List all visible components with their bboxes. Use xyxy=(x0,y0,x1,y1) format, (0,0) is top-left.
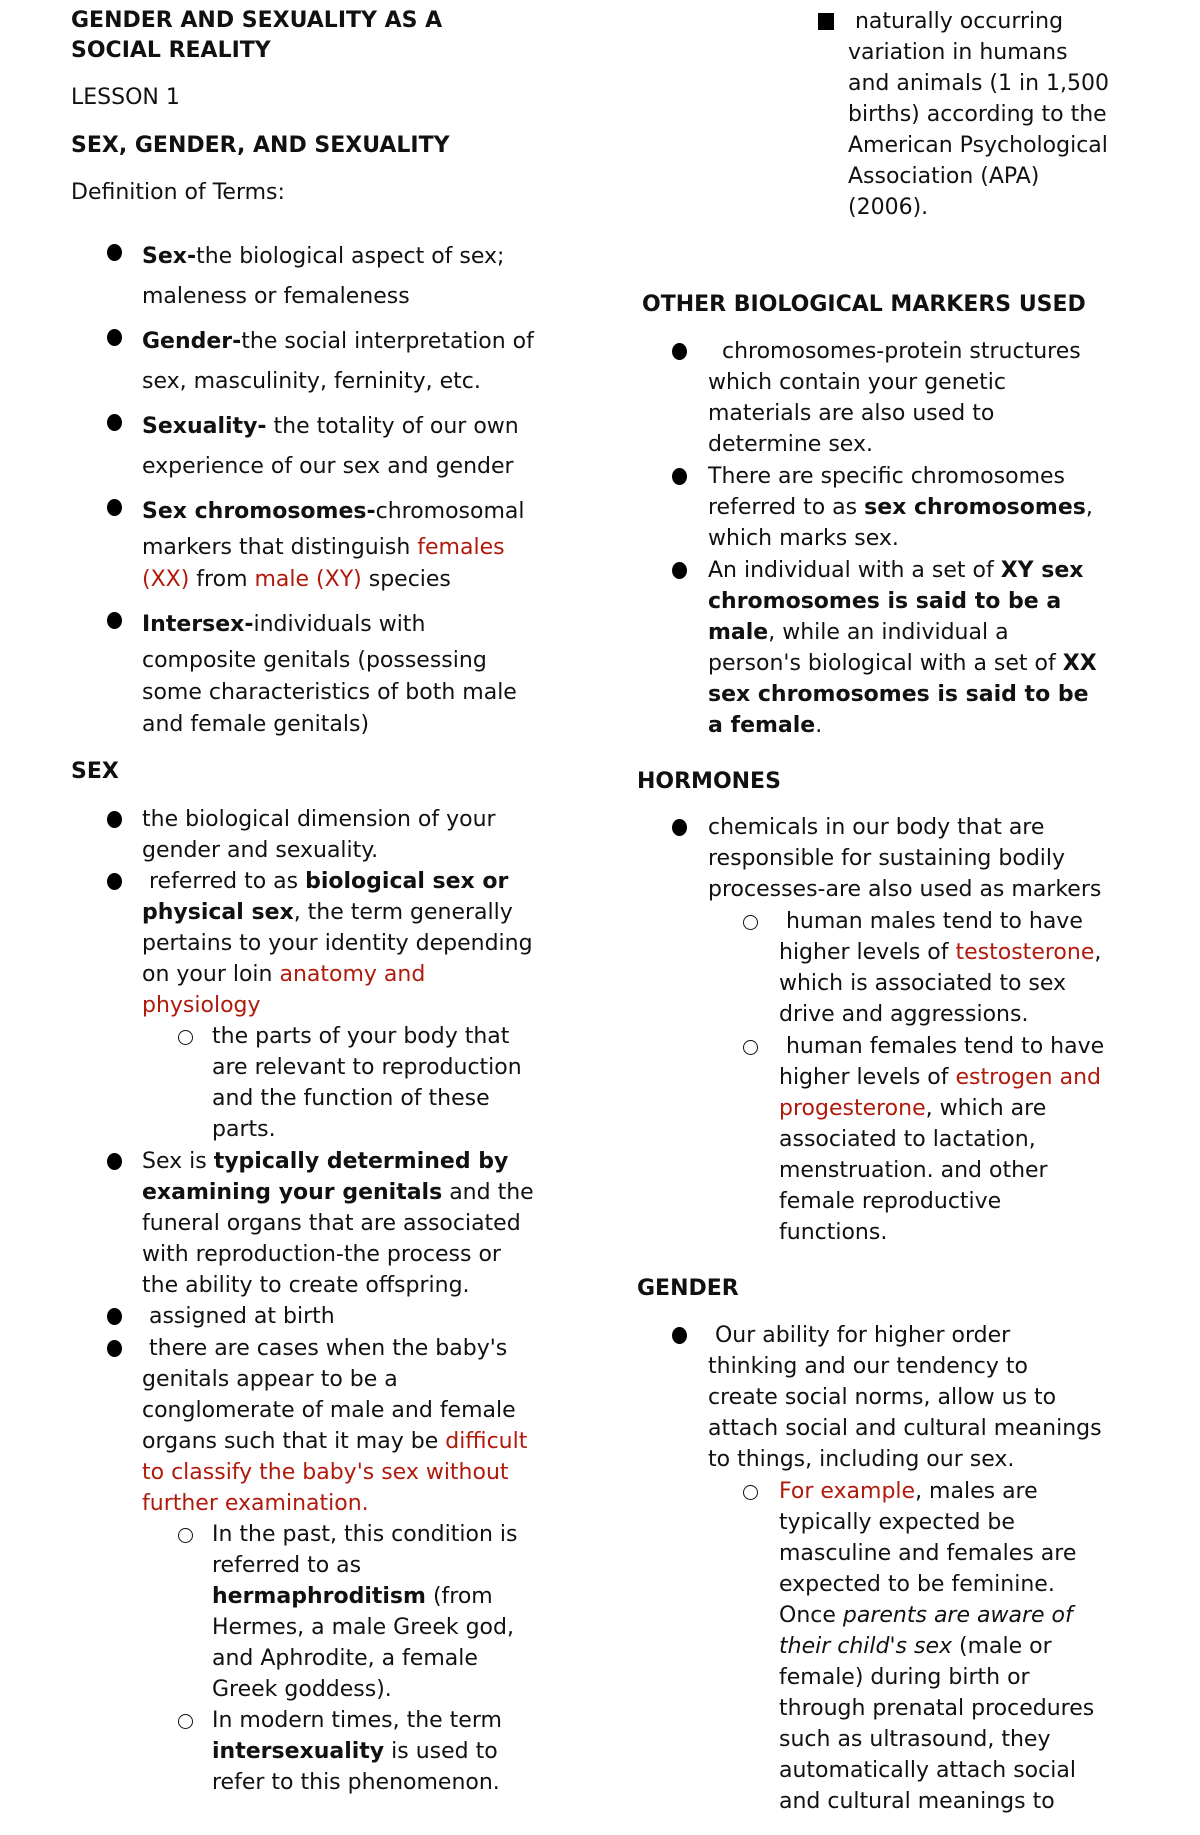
text-line xyxy=(142,897,533,928)
text-run: markers that distinguish xyxy=(142,535,418,560)
highlighted-text: anatomy and xyxy=(279,962,426,987)
text-run: (2006). xyxy=(848,195,929,220)
text-run: Hermes, a male Greek god, xyxy=(212,1615,514,1640)
bold-term: typically determined by xyxy=(213,1149,509,1174)
list-item-text xyxy=(708,336,1081,460)
filled-circle-bullet-icon xyxy=(107,1308,122,1325)
text-line xyxy=(708,1351,1102,1382)
hollow-circle-bullet-icon xyxy=(178,1030,193,1045)
list-item-text xyxy=(142,1301,335,1332)
list-item-text xyxy=(142,407,519,487)
text-line xyxy=(779,1693,1094,1724)
highlighted-text: For example xyxy=(779,1479,916,1504)
bold-term: intersexuality xyxy=(212,1739,385,1764)
bold-term: chromosomes is said to be a xyxy=(708,589,1062,614)
bold-term: hermaphroditism xyxy=(212,1584,426,1609)
text-run: parts. xyxy=(212,1117,276,1142)
text-line xyxy=(212,1705,502,1736)
text-line xyxy=(708,648,1097,679)
text-line xyxy=(708,336,1081,367)
text-run: births) according to the xyxy=(848,102,1107,127)
text-run: chromosomes-protein structures xyxy=(708,339,1081,364)
highlighted-text: physiology xyxy=(142,993,261,1018)
list-item-text xyxy=(142,237,504,317)
text-run: the social interpretation of xyxy=(241,329,534,354)
text-run: person's biological with a set of xyxy=(708,651,1063,676)
text-run: experience of our sex and gender xyxy=(142,454,514,479)
text-run: referred to as xyxy=(212,1553,362,1578)
text-run: drive and aggressions. xyxy=(779,1002,1029,1027)
bold-term: XY sex xyxy=(1000,558,1084,583)
text-run: chemicals in our body that are xyxy=(708,815,1045,840)
filled-circle-bullet-icon xyxy=(672,562,687,579)
text-line xyxy=(779,1662,1094,1693)
text-run: Once xyxy=(779,1603,843,1628)
gender-heading: GENDER xyxy=(637,1276,739,1301)
text-line xyxy=(708,1444,1102,1475)
document-title-line-2: SOCIAL REALITY xyxy=(71,38,271,63)
text-run: , xyxy=(1094,940,1102,965)
text-run: and cultural meanings to xyxy=(779,1789,1055,1814)
bold-term: XX xyxy=(1062,651,1097,676)
text-line xyxy=(779,1155,1104,1186)
text-line xyxy=(708,586,1097,617)
highlighted-text: testosterone xyxy=(955,940,1095,965)
text-line xyxy=(779,1786,1094,1817)
hollow-circle-bullet-icon xyxy=(743,1485,758,1500)
text-line xyxy=(779,937,1101,968)
text-line xyxy=(848,161,1109,192)
list-item-text xyxy=(708,555,1097,741)
bold-term: Sex chromosomes- xyxy=(142,499,376,524)
text-line xyxy=(779,1476,1094,1507)
text-run: pertains to your identity depending xyxy=(142,931,533,956)
bold-term: examining your genitals xyxy=(142,1180,443,1205)
list-item-text xyxy=(708,1320,1102,1475)
text-line xyxy=(708,812,1101,843)
text-run: materials are also used to xyxy=(708,401,995,426)
text-line xyxy=(142,804,496,835)
text-run: higher levels of xyxy=(779,940,956,965)
list-item-text xyxy=(142,1146,534,1301)
text-line xyxy=(142,237,504,277)
text-line xyxy=(779,1600,1094,1631)
text-run: through prenatal procedures xyxy=(779,1696,1095,1721)
bold-term: Sexuality- xyxy=(142,414,267,439)
text-run: higher levels of xyxy=(779,1065,956,1090)
text-run: organs such that it may be xyxy=(142,1429,446,1454)
text-line xyxy=(142,677,517,709)
highlighted-text: male (XY) xyxy=(254,567,362,592)
other-biological-markers-heading: OTHER BIOLOGICAL MARKERS USED xyxy=(642,292,1086,317)
text-line xyxy=(212,1021,522,1052)
text-run: and the function of these xyxy=(212,1086,490,1111)
list-item-text xyxy=(212,1705,502,1798)
filled-circle-bullet-icon xyxy=(107,612,122,629)
filled-circle-bullet-icon xyxy=(107,499,122,516)
highlighted-text: (XX) xyxy=(142,567,190,592)
text-run: genitals appear to be a xyxy=(142,1367,398,1392)
text-line xyxy=(142,866,533,897)
list-item-text xyxy=(142,322,534,402)
hollow-circle-bullet-icon xyxy=(178,1714,193,1729)
lesson-label: LESSON 1 xyxy=(71,85,180,110)
text-run: funeral organs that are associated xyxy=(142,1211,521,1236)
highlighted-text: further examination. xyxy=(142,1491,369,1516)
list-item-text xyxy=(142,605,517,741)
text-line xyxy=(142,1457,527,1488)
text-line xyxy=(848,37,1109,68)
text-run: , while an individual a xyxy=(768,620,1009,645)
text-run: human females tend to have xyxy=(779,1034,1105,1059)
text-line xyxy=(142,959,533,990)
section-title: SEX, GENDER, AND SEXUALITY xyxy=(71,133,450,158)
text-run: are relevant to reproduction xyxy=(212,1055,522,1080)
text-line xyxy=(142,1426,527,1457)
text-line xyxy=(708,555,1097,586)
text-run: determine sex. xyxy=(708,432,873,457)
list-item-text xyxy=(142,866,533,1021)
text-line xyxy=(779,999,1101,1030)
document-title xyxy=(71,6,442,66)
text-line xyxy=(848,6,1109,37)
text-run: there are cases when the baby's xyxy=(142,1336,508,1361)
text-run: Association (APA) xyxy=(848,164,1040,189)
text-line xyxy=(708,461,1093,492)
text-run: with reproduction-the process or xyxy=(142,1242,501,1267)
hollow-circle-bullet-icon xyxy=(178,1528,193,1543)
text-line xyxy=(142,277,504,317)
text-line xyxy=(708,367,1081,398)
text-line xyxy=(142,645,517,677)
filled-circle-bullet-icon xyxy=(107,329,122,346)
text-run: In the past, this condition is xyxy=(212,1522,518,1547)
text-run: . xyxy=(815,713,823,738)
text-line xyxy=(142,1395,527,1426)
text-run: thinking and our tendency to xyxy=(708,1354,1028,1379)
text-run: species xyxy=(361,567,451,592)
text-run: maleness or femaleness xyxy=(142,284,410,309)
text-run: and the xyxy=(442,1180,534,1205)
text-run: create social norms, allow us to xyxy=(708,1385,1057,1410)
hollow-circle-bullet-icon xyxy=(743,1040,758,1055)
text-run: automatically attach social xyxy=(779,1758,1076,1783)
highlighted-text: to classify the baby's sex without xyxy=(142,1460,509,1485)
text-run: typically expected be xyxy=(779,1510,1015,1535)
text-run: and animals (1 in 1,500 xyxy=(848,71,1110,96)
text-line xyxy=(142,990,533,1021)
bold-term: biological sex or xyxy=(305,869,509,894)
text-run: processes-are also used as markers xyxy=(708,877,1102,902)
filled-circle-bullet-icon xyxy=(107,1153,122,1170)
text-run: responsible for sustaining bodily xyxy=(708,846,1066,871)
text-line xyxy=(708,398,1081,429)
highlighted-text: estrogen and xyxy=(955,1065,1101,1090)
text-run: , males are xyxy=(915,1479,1038,1504)
bold-term: a female xyxy=(708,713,816,738)
text-line xyxy=(212,1114,522,1145)
text-line xyxy=(142,564,525,596)
list-item-text xyxy=(142,492,525,596)
filled-circle-bullet-icon xyxy=(672,1327,687,1344)
text-run: female) during birth or xyxy=(779,1665,1030,1690)
highlighted-text: progesterone xyxy=(779,1096,926,1121)
text-line xyxy=(708,523,1093,554)
filled-circle-bullet-icon xyxy=(107,244,122,261)
filled-circle-bullet-icon xyxy=(107,1340,122,1357)
text-run: individuals with xyxy=(253,612,426,637)
text-run: such as ultrasound, they xyxy=(779,1727,1051,1752)
text-line xyxy=(142,1208,534,1239)
text-line xyxy=(708,492,1093,523)
text-run: from xyxy=(189,567,255,592)
text-line xyxy=(848,130,1109,161)
text-line xyxy=(212,1550,517,1581)
text-run: (male or xyxy=(952,1634,1052,1659)
list-item-text xyxy=(708,812,1101,905)
bold-term: physical sex xyxy=(142,900,294,925)
text-line xyxy=(708,617,1097,648)
text-line xyxy=(779,1093,1104,1124)
text-line xyxy=(779,1062,1104,1093)
text-run: , which are xyxy=(925,1096,1047,1121)
text-run: the parts of your body that xyxy=(212,1024,510,1049)
text-run: the biological aspect of sex; xyxy=(196,244,505,269)
text-run: masculine and females are xyxy=(779,1541,1077,1566)
list-item-text xyxy=(212,1021,522,1145)
hormones-heading: HORMONES xyxy=(637,769,781,794)
text-line xyxy=(779,906,1101,937)
text-run: functions. xyxy=(779,1220,888,1245)
text-run: , xyxy=(1085,495,1093,520)
text-run: Greek goddess). xyxy=(212,1677,392,1702)
text-run: some characteristics of both male xyxy=(142,680,517,705)
list-item-text xyxy=(848,6,1109,223)
text-line xyxy=(142,322,534,362)
text-run: An individual with a set of xyxy=(708,558,1001,583)
text-line xyxy=(142,407,519,447)
text-run: and Aphrodite, a female xyxy=(212,1646,478,1671)
document-title-line-1: GENDER AND SEXUALITY AS A xyxy=(71,8,443,33)
text-run: There are specific chromosomes xyxy=(708,464,1065,489)
text-run: conglomerate of male and female xyxy=(142,1398,516,1423)
list-item-text xyxy=(142,1333,527,1519)
text-line xyxy=(779,1186,1104,1217)
text-run: (from xyxy=(425,1584,493,1609)
bold-term: Gender- xyxy=(142,329,242,354)
filled-circle-bullet-icon xyxy=(107,873,122,890)
text-run: female reproductive xyxy=(779,1189,1002,1214)
text-line xyxy=(142,1333,527,1364)
text-line xyxy=(708,710,1097,741)
filled-circle-bullet-icon xyxy=(672,468,687,485)
highlighted-text: females xyxy=(417,535,505,560)
highlighted-text: difficult xyxy=(445,1429,528,1454)
text-line xyxy=(848,99,1109,130)
text-run: gender and sexuality. xyxy=(142,838,379,863)
text-line xyxy=(142,1488,527,1519)
text-line xyxy=(142,532,525,564)
text-run: referred to as xyxy=(142,869,306,894)
bold-term: male xyxy=(708,620,769,645)
text-line xyxy=(848,68,1109,99)
text-run: Our ability for higher order xyxy=(708,1323,1011,1348)
text-line xyxy=(212,1767,502,1798)
text-line xyxy=(779,1217,1104,1248)
text-line xyxy=(779,1755,1094,1786)
text-line xyxy=(708,874,1101,905)
text-line xyxy=(142,709,517,741)
text-run: , the term generally xyxy=(293,900,513,925)
text-run: menstruation. and other xyxy=(779,1158,1048,1183)
text-line xyxy=(212,1736,502,1767)
text-line xyxy=(142,605,517,645)
text-run: which is associated to sex xyxy=(779,971,1067,996)
text-run: sex, masculinity, ferninity, etc. xyxy=(142,369,481,394)
definition-label: Definition of Terms: xyxy=(71,180,285,205)
text-run: associated to lactation, xyxy=(779,1127,1036,1152)
text-line xyxy=(779,1569,1094,1600)
text-run: chromosomal xyxy=(375,499,525,524)
text-line xyxy=(142,835,496,866)
text-run: expected to be feminine. xyxy=(779,1572,1055,1597)
text-run: is used to xyxy=(384,1739,498,1764)
filled-circle-bullet-icon xyxy=(672,343,687,360)
text-line xyxy=(212,1519,517,1550)
text-line xyxy=(708,843,1101,874)
text-line xyxy=(708,1382,1102,1413)
text-line xyxy=(212,1643,517,1674)
text-line xyxy=(212,1612,517,1643)
text-line xyxy=(708,679,1097,710)
bold-term: Sex- xyxy=(142,244,197,269)
text-line xyxy=(779,968,1101,999)
filled-circle-bullet-icon xyxy=(107,811,122,828)
italic-text: parents are aware of xyxy=(842,1603,1073,1628)
text-line xyxy=(142,362,534,402)
text-run: the ability to create offspring. xyxy=(142,1273,470,1298)
list-item-text xyxy=(142,804,496,866)
filled-circle-bullet-icon xyxy=(107,414,122,431)
text-run: variation in humans xyxy=(848,40,1068,65)
text-run: Sex is xyxy=(142,1149,214,1174)
text-line xyxy=(142,1270,534,1301)
list-item-text xyxy=(708,461,1093,554)
text-line xyxy=(212,1674,517,1705)
text-run: and female genitals) xyxy=(142,712,370,737)
list-item-text xyxy=(779,906,1101,1030)
text-run: attach social and cultural meanings xyxy=(708,1416,1102,1441)
text-run: referred to as xyxy=(708,495,865,520)
text-line xyxy=(708,429,1081,460)
text-run: naturally occurring xyxy=(848,9,1064,34)
text-run: human males tend to have xyxy=(779,909,1083,934)
filled-circle-bullet-icon xyxy=(672,819,687,836)
list-item-text xyxy=(779,1476,1094,1817)
text-line xyxy=(212,1083,522,1114)
text-run: composite genitals (possessing xyxy=(142,648,487,673)
text-run: American Psychological xyxy=(848,133,1108,158)
text-run: on your loin xyxy=(142,962,280,987)
text-line xyxy=(142,928,533,959)
text-line xyxy=(142,1239,534,1270)
sex-heading: SEX xyxy=(71,759,119,784)
text-line xyxy=(779,1538,1094,1569)
text-line xyxy=(142,1177,534,1208)
text-line xyxy=(142,1364,527,1395)
text-run: refer to this phenomenon. xyxy=(212,1770,500,1795)
bold-term: sex chromosomes xyxy=(864,495,1086,520)
text-line xyxy=(212,1581,517,1612)
text-run: assigned at birth xyxy=(142,1304,335,1329)
list-item-text xyxy=(779,1031,1104,1248)
text-run: which contain your genetic xyxy=(708,370,1007,395)
bold-term: sex chromosomes is said to be xyxy=(708,682,1089,707)
list-item-text xyxy=(212,1519,517,1705)
text-line xyxy=(142,1146,534,1177)
bold-term: Intersex- xyxy=(142,612,254,637)
text-run: to things, including our sex. xyxy=(708,1447,1015,1472)
text-run: which marks sex. xyxy=(708,526,899,551)
square-bullet-icon xyxy=(818,13,834,30)
text-run: the totality of our own xyxy=(266,414,519,439)
text-line xyxy=(779,1031,1104,1062)
text-line xyxy=(779,1631,1094,1662)
text-line xyxy=(708,1413,1102,1444)
text-line xyxy=(142,447,519,487)
hollow-circle-bullet-icon xyxy=(743,915,758,930)
text-line xyxy=(212,1052,522,1083)
text-line xyxy=(779,1124,1104,1155)
text-line xyxy=(142,492,525,532)
text-line xyxy=(848,192,1109,223)
text-run: the biological dimension of your xyxy=(142,807,496,832)
text-line xyxy=(708,1320,1102,1351)
text-run: In modern times, the term xyxy=(212,1708,502,1733)
text-line xyxy=(142,1301,335,1332)
text-line xyxy=(779,1724,1094,1755)
text-line xyxy=(779,1507,1094,1538)
italic-text: their child's sex xyxy=(779,1634,953,1659)
